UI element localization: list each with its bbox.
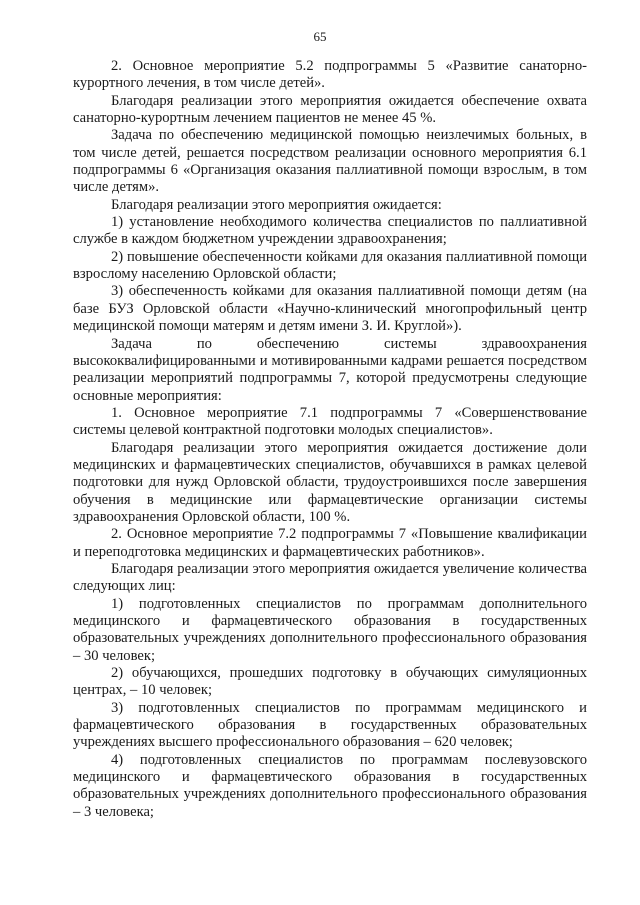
paragraph-measure-5-2-result: Благодаря реализации этого мероприятия ожидается обеспечение охвата санаторно-курортным лечением пациентов не менее 45 %. xyxy=(73,92,587,127)
list-item-training-2: 2) обучающихся, прошедших подготовку в обучающих симуляционных центрах, – 10 человек; xyxy=(73,665,587,699)
paragraph-measure-7-1: 1. Основное мероприятие 7.1 подпрограммы 7 «Совершенствование системы целевой контрактной подготовки молодых специалистов». xyxy=(73,404,587,439)
paragraph-expected-intro: Благодаря реализации этого мероприятия ожидается: xyxy=(111,196,442,213)
paragraph-measure-7-1-result: Благодаря реализации этого мероприятия ожидается достижение доли медицинских и фармацевтических специалистов, обучавшихся в рамках целевой подготовки для нужд Орловской области, трудоустроившихся после завершения обучения в медицинские или фармацевтические организации системы здравоохранения Орловской области, 100 %. xyxy=(73,439,587,525)
list-item-training-1: 1) подготовленных специалистов по программам дополнительного медицинского и фармацевтического образования в государственных образовательных учреждениях дополнительного профессионального образования – 30 человек; xyxy=(73,595,587,664)
paragraph-measure-7-2-result: Благодаря реализации этого мероприятия ожидается увеличение количества следующих лиц: xyxy=(73,560,587,595)
paragraph-measure-5-2: 2. Основное мероприятие 5.2 подпрограммы 5 «Развитие санаторно-курортного лечения, в том числе детей». xyxy=(73,58,587,92)
page-number: 65 xyxy=(313,29,327,44)
paragraph-palliative-task: Задача по обеспечению медицинской помощью неизлечимых больных, в том числе детей, решается посредством реализации основного мероприятия 6.1 подпрограммы 6 «Организация оказания паллиативной помощи взрослым, в том числе детям». xyxy=(73,127,587,196)
list-item-training-3: 3) подготовленных специалистов по программам медицинского и фармацевтического образования в государственных образовательных учреждениях высшего профессионального образования – 620 человек; xyxy=(73,699,587,751)
list-item-palliative-1: 1) установление необходимого количества специалистов по паллиативной службе в каждом бюджетном учреждении здравоохранения; xyxy=(73,214,587,248)
document-body xyxy=(73,58,587,821)
list-item-palliative-3: 3) обеспеченность койками для оказания паллиативной помощи детям (на базе БУЗ Орловской области «Научно-клинический многопрофильный центр медицинской помощи матерям и детям имени З. И. Круглой»). xyxy=(73,283,587,335)
paragraph-measure-7-2: 2. Основное мероприятие 7.2 подпрограммы 7 «Повышение квалификации и переподготовка медицинских и фармацевтических работников». xyxy=(73,526,587,560)
list-item-training-4: 4) подготовленных специалистов по программам послевузовского медицинского и фармацевтического образования в государственных образовательных учреждениях дополнительного профессионального образования – 3 человека; xyxy=(73,751,587,820)
paragraph-staffing-task: Задача по обеспечению системы здравоохранения высококвалифицированными и мотивированными кадрами решается посредством реализации мероприятий подпрограммы 7, которой предусмотрены следующие основные мероприятия: xyxy=(73,335,587,404)
list-item-palliative-2: 2) повышение обеспеченности койками для оказания паллиативной помощи взрослому населению Орловской области; xyxy=(73,248,587,283)
